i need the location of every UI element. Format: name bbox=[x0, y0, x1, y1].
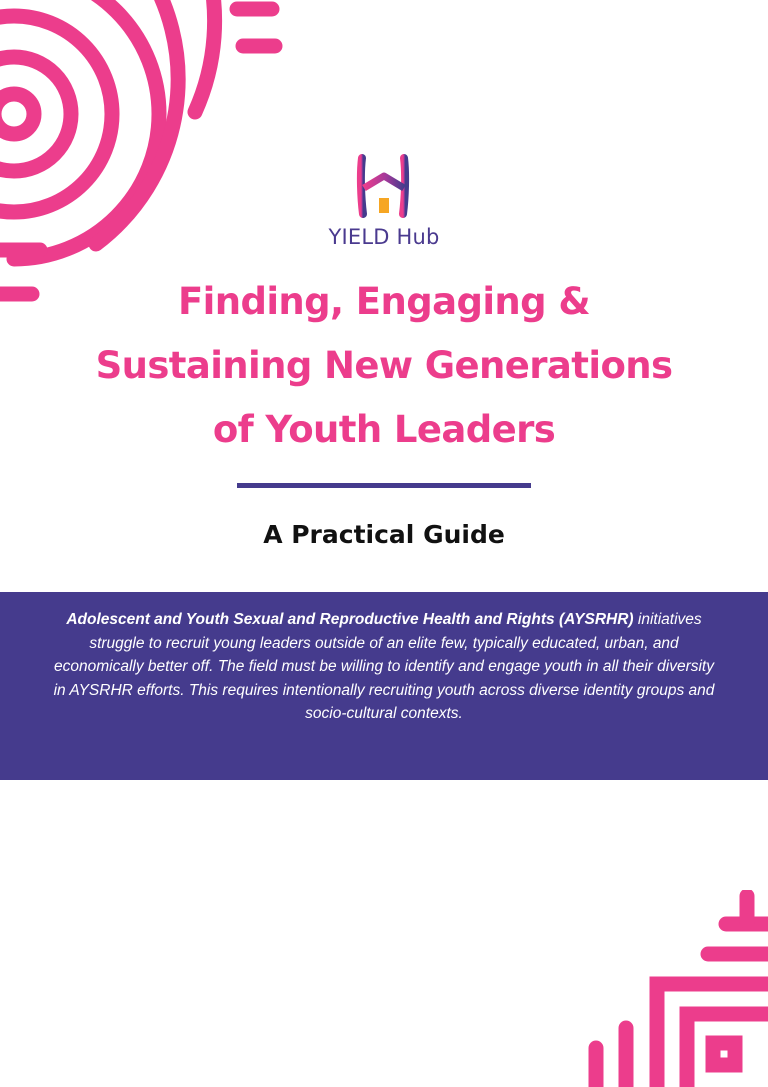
intro-lead: Adolescent and Youth Sexual and Reproductive Health and Rights (AYSRHR) bbox=[66, 611, 634, 628]
title-line: Finding, Engaging & bbox=[177, 280, 591, 323]
title-divider bbox=[237, 483, 531, 488]
intro-body: initiatives struggle to recruit young leaders outside of an elite few, typically educated, urban, and economically better off. The field must be willing to identify and engage youth in all their diversity in AYSRHR efforts. This requires intentionally recruiting youth across diverse identity groups and socio-cultural contexts. bbox=[53, 611, 715, 722]
square-spiral-decoration bbox=[580, 890, 768, 1087]
spiral-square-inner bbox=[713, 1043, 735, 1065]
arc-ring-6 bbox=[195, 0, 215, 112]
arc-ring-inner bbox=[0, 94, 34, 134]
intro-band bbox=[0, 592, 768, 780]
house-h-logo bbox=[356, 154, 412, 218]
title-line: Sustaining New Generations bbox=[95, 344, 673, 387]
brand-name: YIELD Hub bbox=[328, 225, 440, 249]
document-title bbox=[40, 270, 728, 462]
arc-ring-3 bbox=[0, 16, 112, 212]
title-line: of Youth Leaders bbox=[212, 408, 556, 451]
document-subtitle: A Practical Guide bbox=[263, 520, 505, 549]
intro-paragraph bbox=[50, 608, 718, 726]
